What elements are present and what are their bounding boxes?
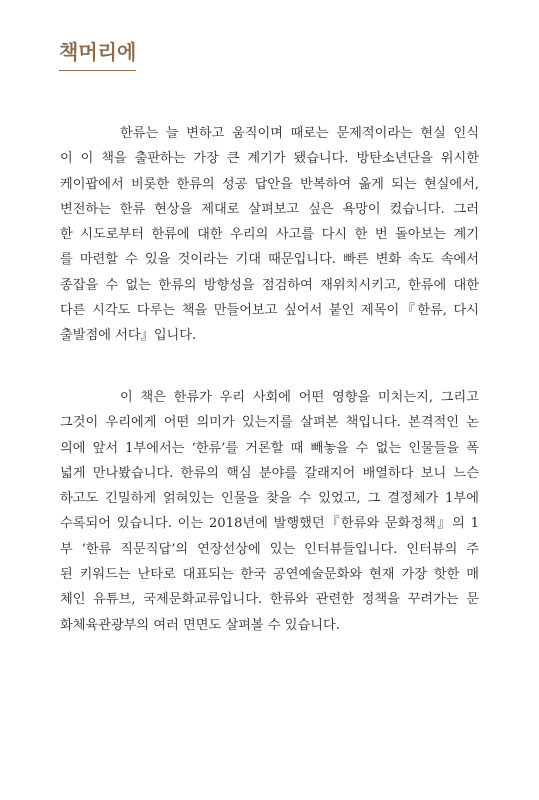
paragraph-2 xyxy=(60,385,479,638)
paragraph-line: 를 마련할 수 있을 것이라는 기대 때문입니다. 빠른 변화 속도 속에서 xyxy=(60,252,479,268)
paragraph-line: 이 책은 한류가 우리 사회에 어떤 영향을 미치는지, 그리고 xyxy=(120,390,479,405)
page-title: 책머리에 xyxy=(59,38,136,71)
paragraph-line: 종잡을 수 없는 한류의 방향성을 점검하여 재위치시키고, 한류에 대한 xyxy=(60,277,479,293)
paragraph-line: 의에 앞서 1부에서는 ‘한류’를 거론할 때 빼놓을 수 없는 인물들을 폭 xyxy=(60,440,479,456)
paragraph-line: 넓게 만나봤습니다. 한류의 핵심 분야를 갈래지어 배열하다 보니 느슨 xyxy=(60,465,479,481)
paragraph-line: 이 이 책을 출판하는 가장 큰 계기가 됐습니다. 방탄소년단을 위시한 xyxy=(60,151,479,167)
paragraph-line: 변전하는 한류 현상을 제대로 살펴보고 싶은 욕망이 컸습니다. 그러 xyxy=(60,201,479,217)
paragraph-line: 케이팝에서 비롯한 한류의 성공 답안을 반복하여 옮게 되는 현실에서, xyxy=(60,176,479,192)
paragraph-line: 그것이 우리에게 어떤 의미가 있는지를 살펴본 책입니다. 본격적인 논 xyxy=(60,415,479,431)
paragraph-line: 화체육관광부의 여러 면면도 살펴볼 수 있습니다. xyxy=(60,617,340,633)
paragraph-line: 한류는 늘 변하고 움직이며 때로는 문제적이라는 현실 인식 xyxy=(120,126,479,141)
paragraph-line: 한 시도로부터 한류에 대한 우리의 사고를 다시 한 번 돌아보는 계기 xyxy=(60,227,479,243)
paragraph-line: 하고도 긴밀하게 얽혀있는 인물을 찾을 수 있었고, 그 결정체가 1부에 xyxy=(60,491,479,507)
paragraph-line: 다른 시각도 다루는 책을 만들어보고 싶어서 붙인 제목이『한류, 다시 xyxy=(60,303,479,319)
paragraph-line: 출발점에 서다』입니다. xyxy=(60,328,197,344)
paragraph-1 xyxy=(60,121,479,349)
paragraph-line: 부 ‘한류 직문직답’의 연장선상에 있는 인터뷰들입니다. 인터뷰의 주 xyxy=(60,541,479,557)
heading-container xyxy=(59,38,136,71)
paragraph-line: 수록되어 있습니다. 이는 2018년에 발행했던『한류와 문화정책』의 1 xyxy=(60,516,479,532)
paragraph-line: 체인 유튜브, 국제문화교류입니다. 한류와 관련한 정책을 꾸려가는 문 xyxy=(60,592,479,608)
paragraph-line: 된 키워드는 난타로 대표되는 한국 공연예술문화와 현재 가장 핫한 매 xyxy=(60,567,479,583)
